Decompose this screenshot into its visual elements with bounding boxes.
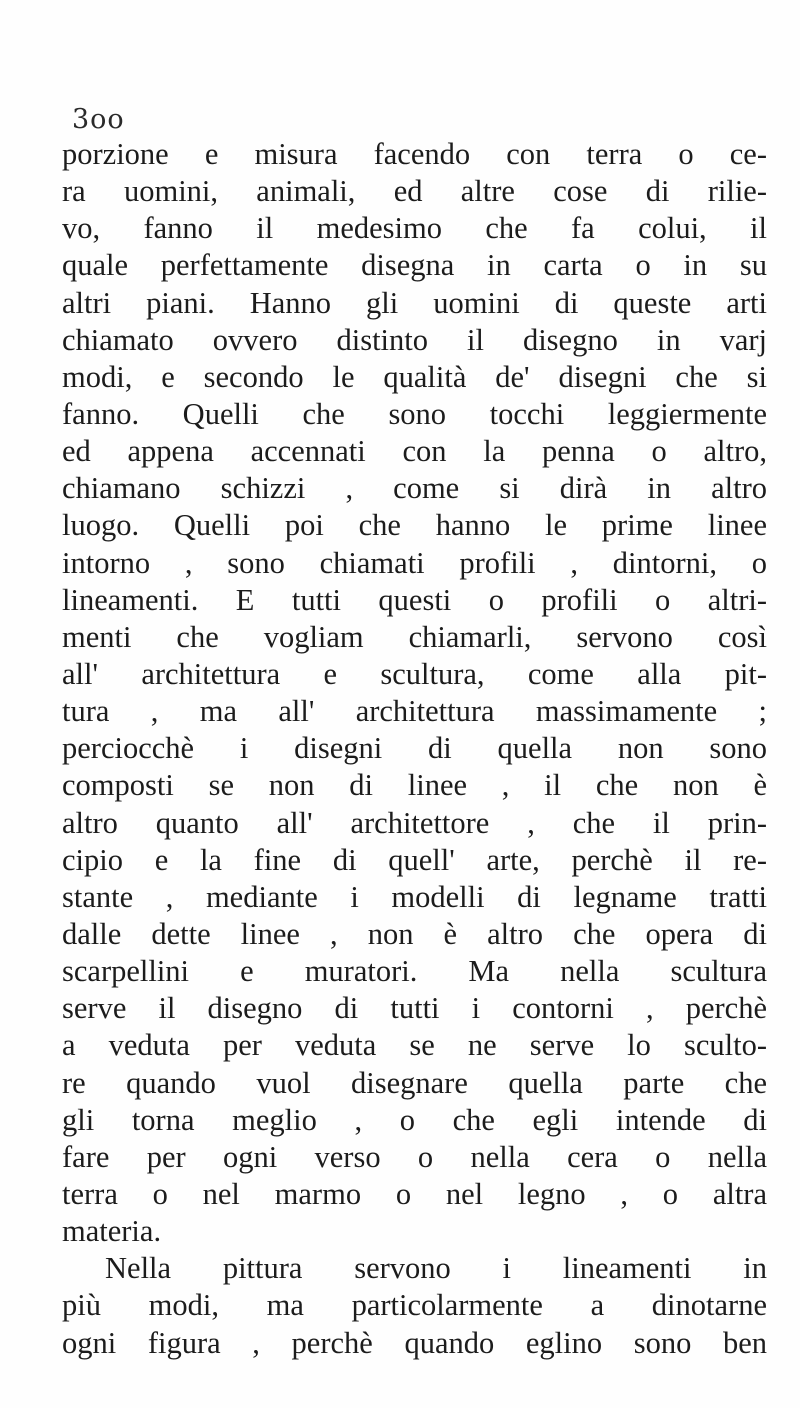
text-line: modi, e secondo le qualità de' disegni che si [62,359,767,394]
text-line: re quando vuol disegnare quella parte che [62,1065,767,1100]
text-line: perciocchè i disegni di quella non sono [62,731,767,766]
text-line: intorno , sono chiamati profili , dintorni, o [62,545,767,580]
text-line: serve il disegno di tutti i contorni , perchè [62,991,767,1026]
text-line: tura , ma all' architettura massimamente ; [62,694,767,729]
text-line: fare per ogni verso o nella cera o nella [62,1139,767,1174]
text-line: altro quanto all' architettore , che il prin- [62,805,767,840]
text-line: scarpellini e muratori. Ma nella scultura [62,954,767,989]
text-line: gli torna meglio , o che egli intende di [62,1102,767,1137]
text-line: ra uomini, animali, ed altre cose di rilie- [62,174,767,209]
text-line: chiamato ovvero distinto il disegno in varj [62,322,767,357]
text-line: quale perfettamente disegna in carta o in su [62,248,767,283]
text-line: dalle dette linee , non è altro che opera di [62,916,767,951]
text-line: fanno. Quelli che sono tocchi leggiermente [62,396,767,431]
body-text [62,136,767,1362]
text-line: all' architettura e scultura, come alla pit- [62,656,767,691]
text-line: a veduta per veduta se ne serve lo sculto- [62,1028,767,1063]
text-line: menti che vogliam chiamarli, servono così [62,619,767,654]
text-line: vo, fanno il medesimo che fa colui, il [62,211,767,246]
text-line: lineamenti. E tutti questi o profili o altri- [62,582,767,617]
text-line: cipio e la fine di quell' arte, perchè il re- [62,842,767,877]
text-line: stante , mediante i modelli di legname tratti [62,879,767,914]
page-number: 3oo [72,104,125,135]
text-line: ed appena accennati con la penna o altro, [62,434,767,469]
text-line: luogo. Quelli poi che hanno le prime linee [62,508,767,543]
text-line: terra o nel marmo o nel legno , o altra [62,1176,767,1211]
paragraph-start-line: Nella pittura servono i lineamenti in [105,1251,767,1286]
paragraph-end-line: materia. [62,1214,162,1249]
text-line: porzione e misura facendo con terra o ce- [62,137,767,171]
text-line: chiamano schizzi , come si dirà in altro [62,471,767,506]
text-line: altri piani. Hanno gli uomini di queste arti [62,285,767,320]
text-line: più modi, ma particolarmente a dinotarne [62,1288,767,1323]
text-line: ogni figura , perchè quando eglino sono ben [62,1325,767,1360]
text-line: composti se non di linee , il che non è [62,768,767,803]
